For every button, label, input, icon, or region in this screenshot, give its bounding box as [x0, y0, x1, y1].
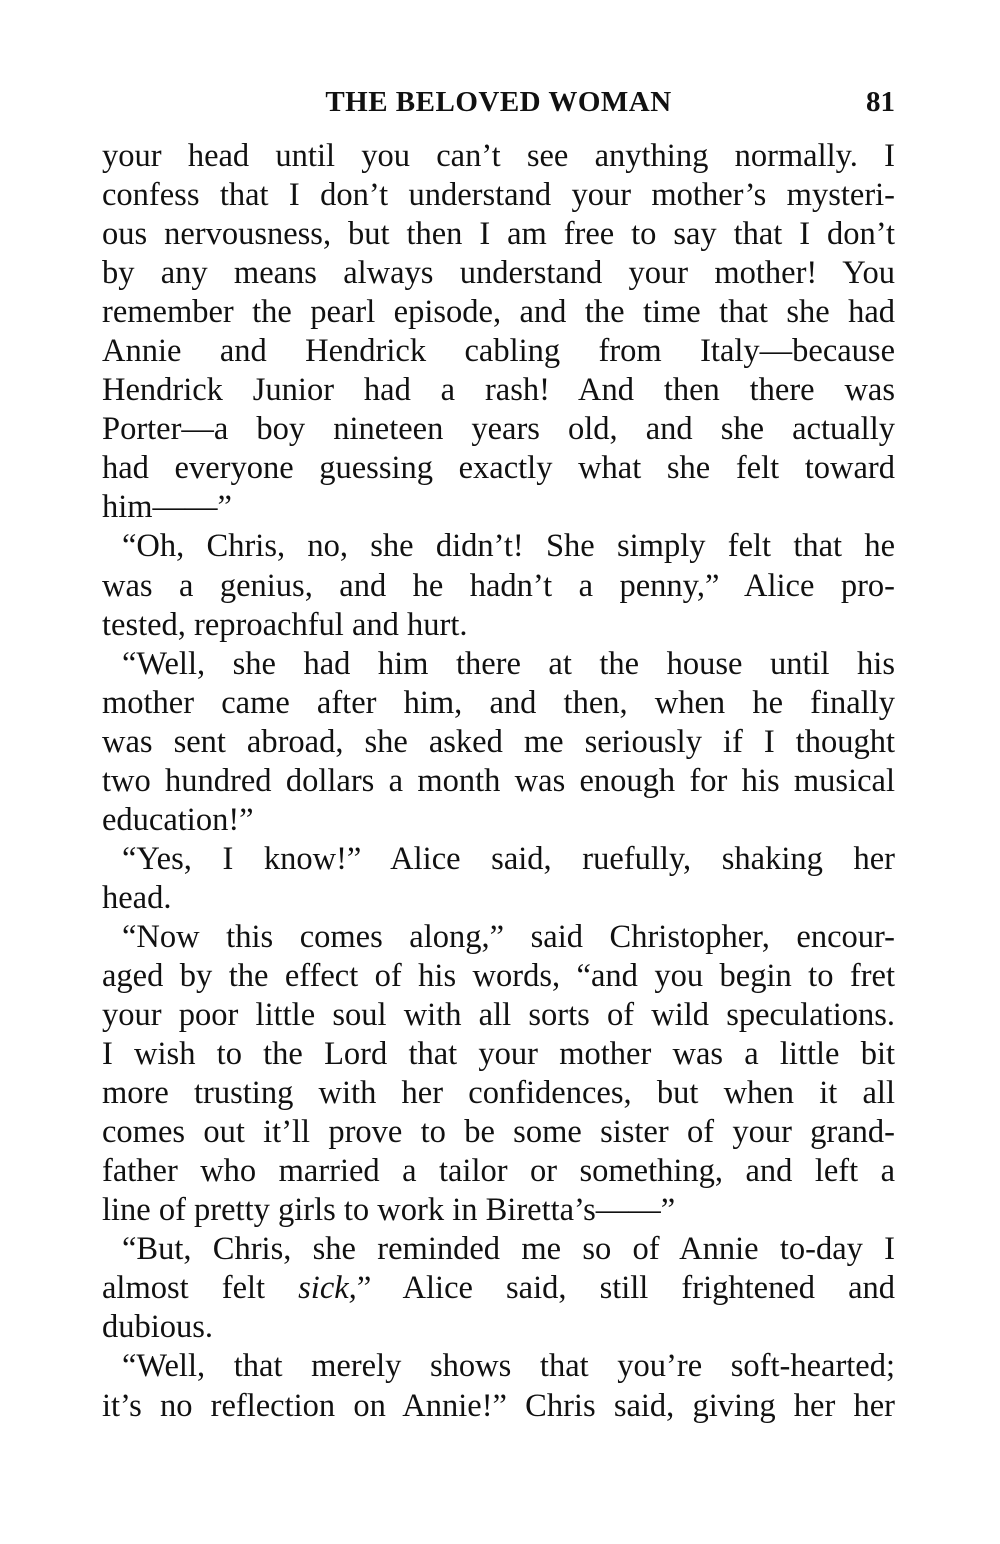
text-line: tested, reproachful and hurt. [102, 606, 468, 643]
text-line: mother came after him, and then, when he finally [102, 684, 895, 721]
text-line: ous nervousness, but then I am free to say that I don’t [102, 216, 895, 253]
text-line: was a genius, and he hadn’t a penny,” Alice pro- [102, 567, 895, 604]
text-line: two hundred dollars a month was enough for his musical [102, 762, 895, 799]
text-line: “Now this comes along,” said Christopher, encour- [122, 918, 895, 955]
text-line: education!” [102, 801, 254, 838]
text-line: “Well, that merely shows that you’re soft-hearted; [122, 1348, 895, 1385]
text-line: head. [102, 879, 172, 916]
text-line: confess that I don’t understand your mother’s mysteri- [102, 177, 895, 214]
text-line: “Well, she had him there at the house until his [122, 645, 895, 682]
text-line: more trusting with her confidences, but when it all [102, 1075, 895, 1112]
text-line: your head until you can’t see anything normally. I [102, 138, 895, 174]
text-line: “Oh, Chris, no, she didn’t! She simply felt that he [122, 528, 895, 565]
text-line [102, 1269, 895, 1308]
text-line: aged by the effect of his words, “and you begin to fret [102, 957, 895, 994]
text-line: line of pretty girls to work in Biretta’s——” [102, 1192, 676, 1229]
text-line: Annie and Hendrick cabling from Italy—because [102, 333, 895, 370]
text-line: it’s no reflection on Annie!” Chris said, giving her her [102, 1387, 895, 1424]
text-line: Hendrick Junior had a rash! And then there was [102, 372, 895, 409]
text-line: by any means always understand your mother! You [102, 255, 895, 292]
page-number: 81 [866, 86, 895, 118]
text-line: I wish to the Lord that your mother was a little bit [102, 1036, 895, 1073]
book-title: THE BELOVED WOMAN [325, 86, 672, 118]
text-line: him——” [102, 489, 232, 526]
italic-word: sick, [298, 1270, 357, 1307]
text-line: “But, Chris, she reminded me so of Annie to-day I [122, 1231, 895, 1268]
text-line: was sent abroad, she asked me seriously if I thought [102, 723, 895, 760]
text-line: Porter—a boy nineteen years old, and she actually [102, 411, 895, 448]
text-line: “Yes, I know!” Alice said, ruefully, shaking her [122, 840, 895, 877]
text-line: father who married a tailor or something, and left a [102, 1153, 895, 1190]
body-text [102, 137, 895, 1426]
text-fragment: almost felt [102, 1270, 299, 1307]
running-head [102, 82, 895, 122]
text-line: dubious. [102, 1309, 214, 1346]
text-line: remember the pearl episode, and the time that she had [102, 294, 895, 331]
text-fragment: ” Alice said, still frightened and [356, 1270, 896, 1307]
text-line: your poor little soul with all sorts of wild speculations. [102, 997, 895, 1034]
text-line: had everyone guessing exactly what she felt toward [102, 450, 895, 487]
text-line: comes out it’ll prove to be some sister of your grand- [102, 1114, 895, 1151]
